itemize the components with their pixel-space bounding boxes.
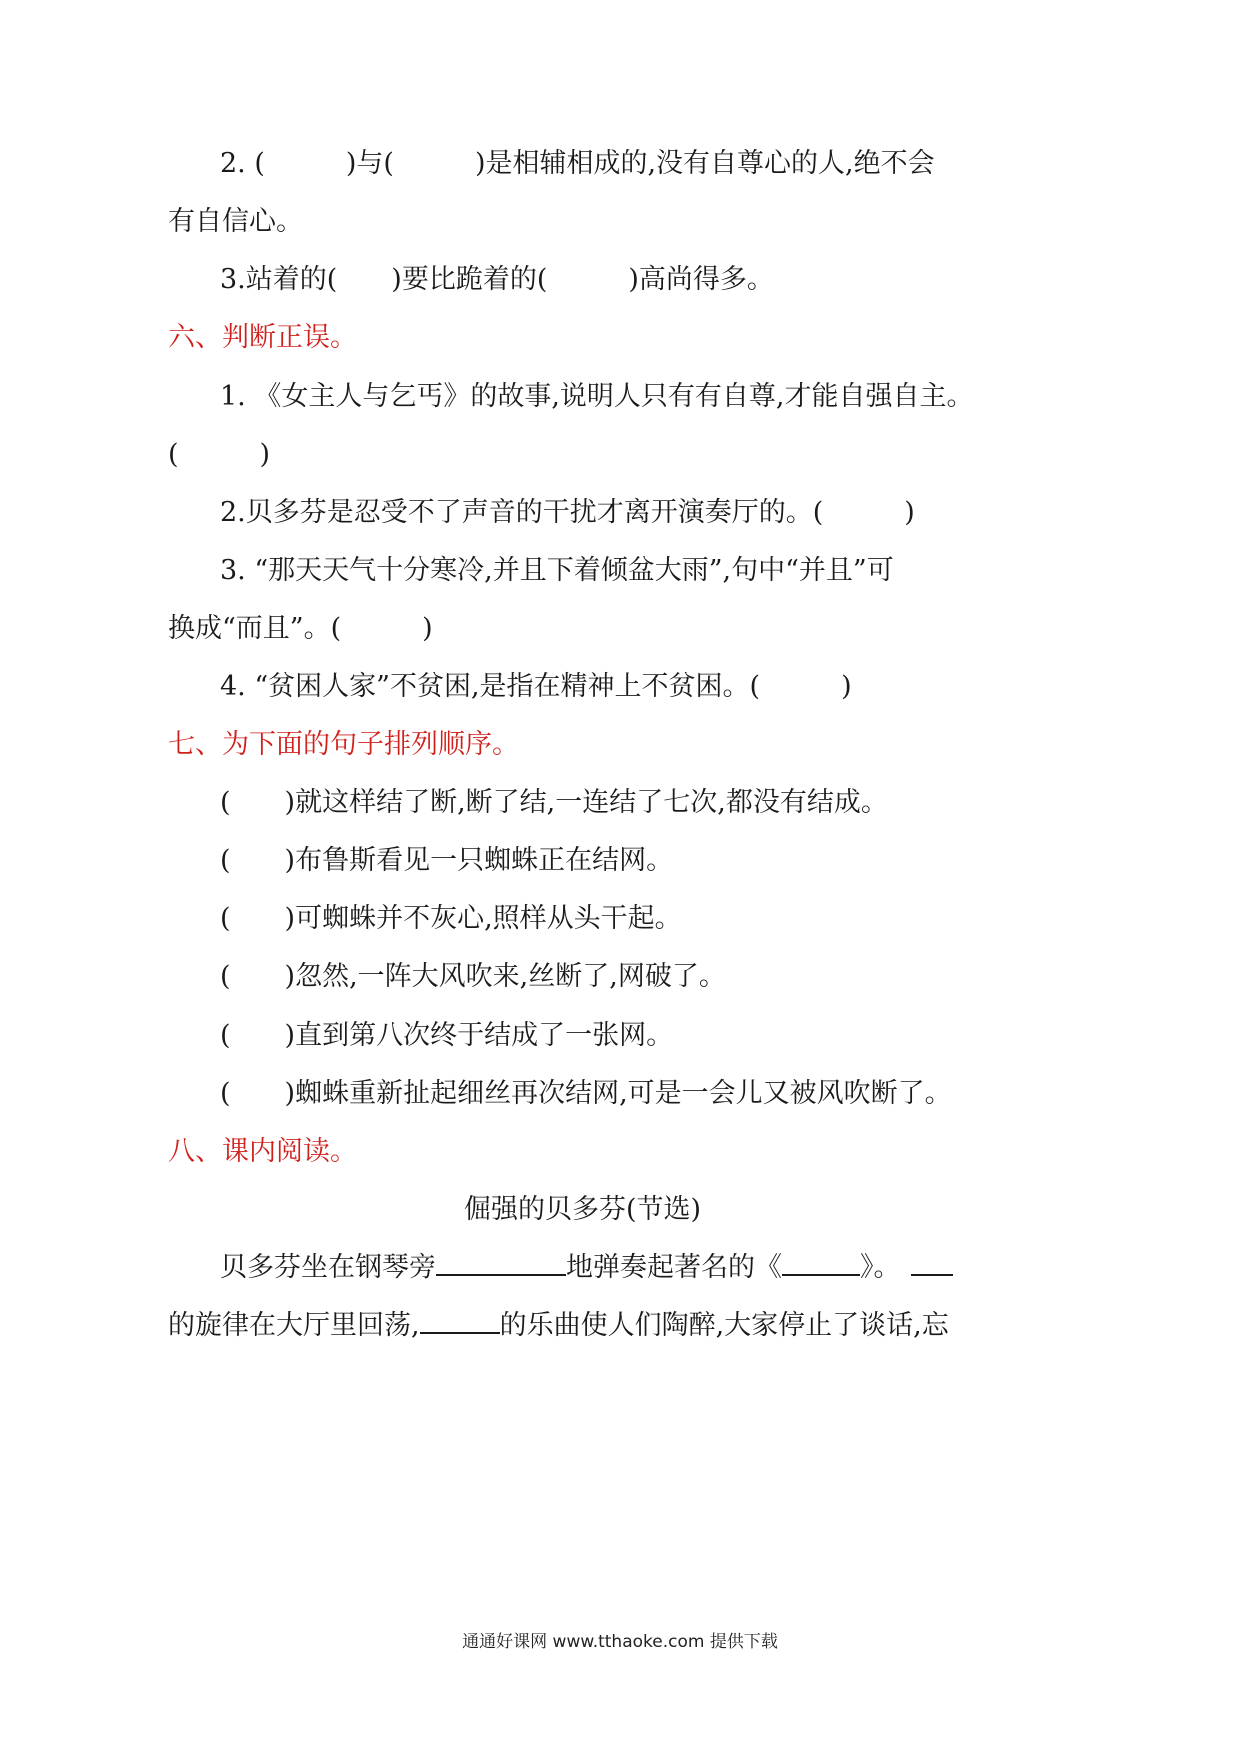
q5-2-line1: 2. ( )与( )是相辅相成的,没有自尊心的人,绝不会 (220, 148, 935, 179)
section-8-title: 八、课内阅读。 (168, 1136, 357, 1167)
fill-blank[interactable] (782, 1248, 860, 1276)
q6-2: 2.贝多芬是忍受不了声音的干扰才离开演奏厅的。( ) (220, 497, 915, 528)
fill-blank[interactable] (420, 1306, 500, 1334)
passage-line1 (220, 1248, 953, 1288)
passage-text: 贝多芬坐在钢琴旁 (220, 1252, 436, 1283)
passage-text: 的旋律在大厅里回荡, (168, 1310, 420, 1341)
q6-3-line1: 3. “那天天气十分寒冷,并且下着倾盆大雨”,句中“并且”可 (220, 555, 894, 586)
q5-3: 3.站着的( )要比跪着的( )高尚得多。 (220, 264, 774, 295)
q5-2-line2: 有自信心。 (168, 206, 303, 237)
q7-item: ( )直到第八次终于结成了一张网。 (220, 1020, 674, 1051)
passage-line2 (168, 1306, 949, 1346)
section-7-title: 七、为下面的句子排列顺序。 (168, 729, 519, 760)
q7-item: ( )可蜘蛛并不灰心,照样从头干起。 (220, 903, 682, 934)
passage-text: 地弹奏起著名的《 (566, 1252, 782, 1283)
q7-item: ( )忽然,一阵大风吹来,丝断了,网破了。 (220, 961, 726, 992)
q6-3-line2: 换成“而且”。( ) (168, 613, 433, 644)
passage-text: 的乐曲使人们陶醉,大家停止了谈话,忘 (499, 1310, 949, 1341)
passage-text: 》。 (860, 1252, 901, 1283)
page-footer: 通通好课网 www.tthaoke.com 提供下载 (462, 1632, 778, 1652)
q7-item: ( )布鲁斯看见一只蜘蛛正在结网。 (220, 845, 674, 876)
q6-4: 4. “贫困人家”不贫困,是指在精神上不贫困。( ) (220, 671, 852, 702)
q7-item: ( )蜘蛛重新扯起细丝再次结网,可是一会儿又被风吹断了。 (220, 1078, 952, 1109)
q6-1-line2: ( ) (168, 439, 271, 470)
passage-title: 倔强的贝多芬(节选) (464, 1194, 702, 1225)
section-6-title: 六、判断正误。 (168, 322, 357, 353)
fill-blank[interactable] (911, 1248, 953, 1276)
q7-item: ( )就这样结了断,断了结,一连结了七次,都没有结成。 (220, 787, 888, 818)
q6-1-line1: 1. 《女主人与乞丐》的故事,说明人只有有自尊,才能自强自主。 (220, 381, 974, 412)
fill-blank[interactable] (436, 1248, 566, 1276)
